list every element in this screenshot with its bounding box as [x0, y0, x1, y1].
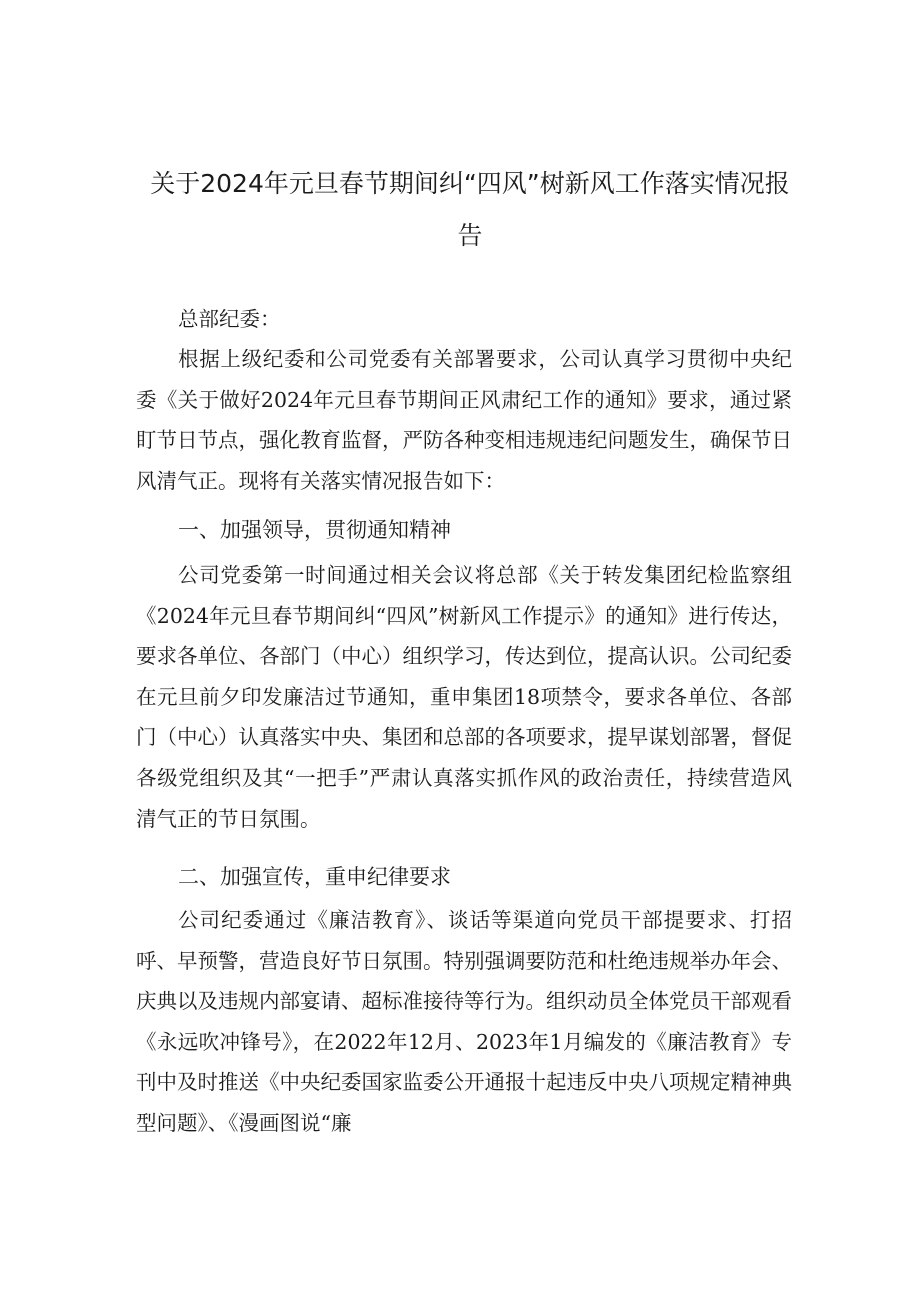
salutation: 总部纪委：: [178, 307, 281, 331]
paragraph-section-1: [136, 555, 792, 839]
section-heading-2: 二、加强宣传，重申纪律要求: [178, 865, 451, 889]
title-line-1: 关于2024年元旦春节期间纠“四风”树新风工作落实情况报: [150, 169, 790, 198]
paragraph-section-2: [136, 900, 792, 1144]
paragraph-text: 公司纪委通过《廉洁教育》、谈话等渠道向党员干部提要求、打招呼、早预警，营造良好节日氛围。特别强调要防范和杜绝违规举办年会、庆典以及违规内部宴请、超标准接待等行为。组织动员全体党员干部观看《永远吹冲锋号》，在2022年12月、2023年1月编发的《廉洁教育》专刊中及时推送《中央纪委国家监委公开通报十起违反中央八项规定精神典型问题》、《漫画图说“廉: [136, 908, 792, 1135]
paragraph-text: 公司党委第一时间通过相关会议将总部《关于转发集团纪检监察组《2024年元旦春节期间纠“四风”树新风工作提示》的通知》进行传达，要求各单位、各部门（中心）组织学习，传达到位，提高认识。公司纪委在元旦前夕印发廉洁过节通知，重申集团18项禁令，要求各单位、各部门（中心）认真落实中央、集团和总部的各项要求，提早谋划部署，督促各级党组织及其“一把手”严肃认真落实抓作风的政治责任，持续营造风清气正的节日氛围。: [136, 563, 792, 831]
document-title: [150, 158, 790, 262]
paragraph-text: 根据上级纪委和公司党委有关部署要求，公司认真学习贯彻中央纪委《关于做好2024年元旦春节期间正风肃纪工作的通知》要求，通过紧盯节日节点，强化教育监督，严防各种变相违规违纪问题发生，确保节日风清气正。现将有关落实情况报告如下：: [136, 347, 792, 493]
section-heading-1: 一、加强领导，贯彻通知精神: [178, 518, 451, 542]
title-line-2: 告: [457, 221, 483, 250]
paragraph-intro: [136, 339, 792, 501]
